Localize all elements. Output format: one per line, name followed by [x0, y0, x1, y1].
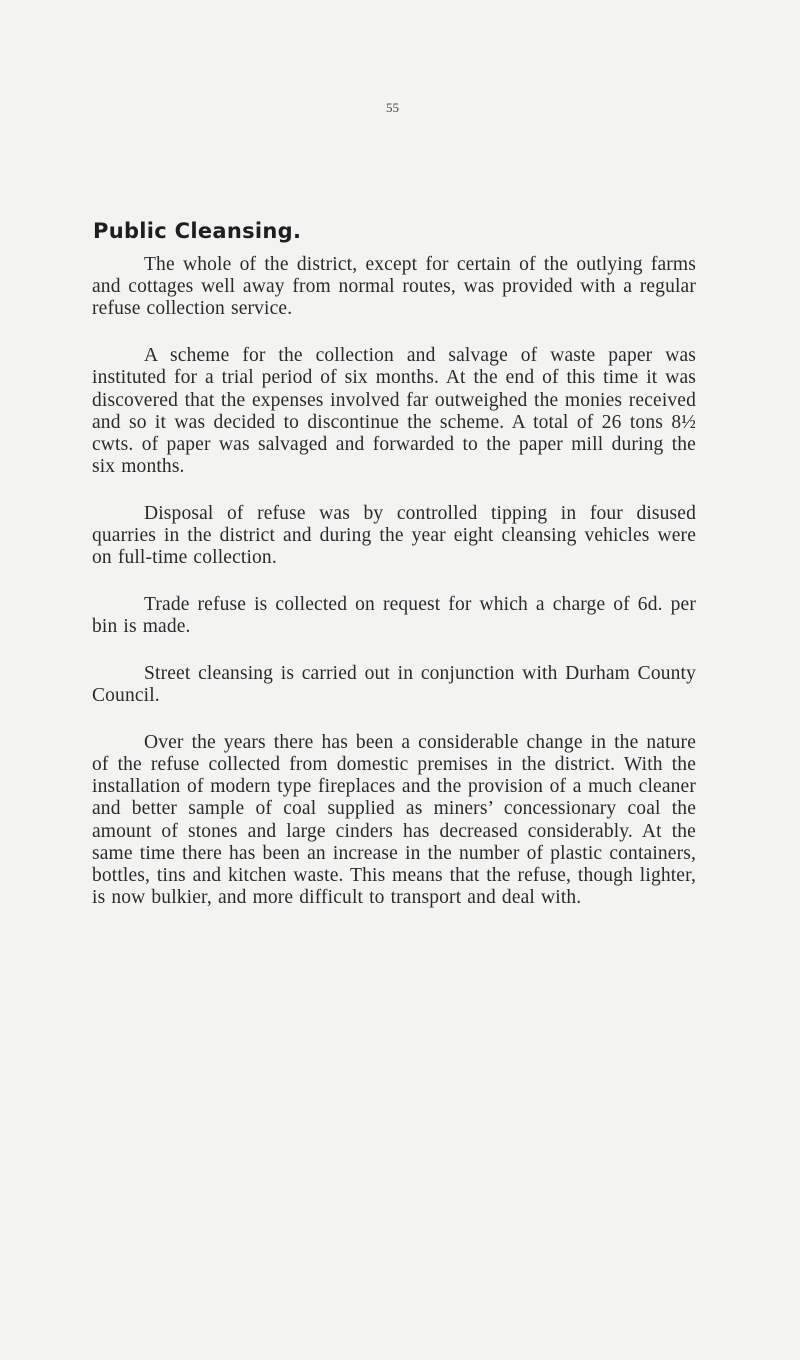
- paragraph-waste-paper-scheme: A scheme for the collection and salvage of waste paper was instituted for a trial period of six months. At the end of this time it was discovered that the expenses involved far outweighed the monies received and so it was decided to discontinue the scheme. A total of 26 tons 8½ cwts. of paper was salvaged and forwarded to the paper mill during the six months.: [92, 345, 696, 478]
- section-heading: Public Cleansing.: [93, 219, 302, 243]
- paragraph-refuse-change: Over the years there has been a considerable change in the nature of the refuse collected from domestic premises in the district. With the installation of modern type fireplaces and the provision of a much cleaner and better sample of coal supplied as miners’ concessionary coal the amount of stones and large cinders has decreased considerably. At the same time there has been an increase in the number of plastic containers, bottles, tins and kitchen waste. This means that the refuse, though lighter, is now bulkier, and more difficult to transport and deal with.: [92, 731, 696, 909]
- paragraph-street-cleansing: Street cleansing is carried out in conjunction with Durham County Council.: [92, 662, 696, 707]
- paragraph-trade-refuse: Trade refuse is collected on request for which a charge of 6d. per bin is made.: [92, 593, 696, 638]
- paragraph-refuse-disposal: Disposal of refuse was by controlled tipping in four disused quarries in the district and during the year eight cleansing vehicles were on full-time collection.: [92, 502, 696, 569]
- paragraph-collection-service: The whole of the district, except for certain of the outlying farms and cottages well away from normal routes, was provided with a regular refuse collection service.: [92, 254, 696, 320]
- body-text: [92, 254, 696, 934]
- page-number: 55: [386, 100, 399, 115]
